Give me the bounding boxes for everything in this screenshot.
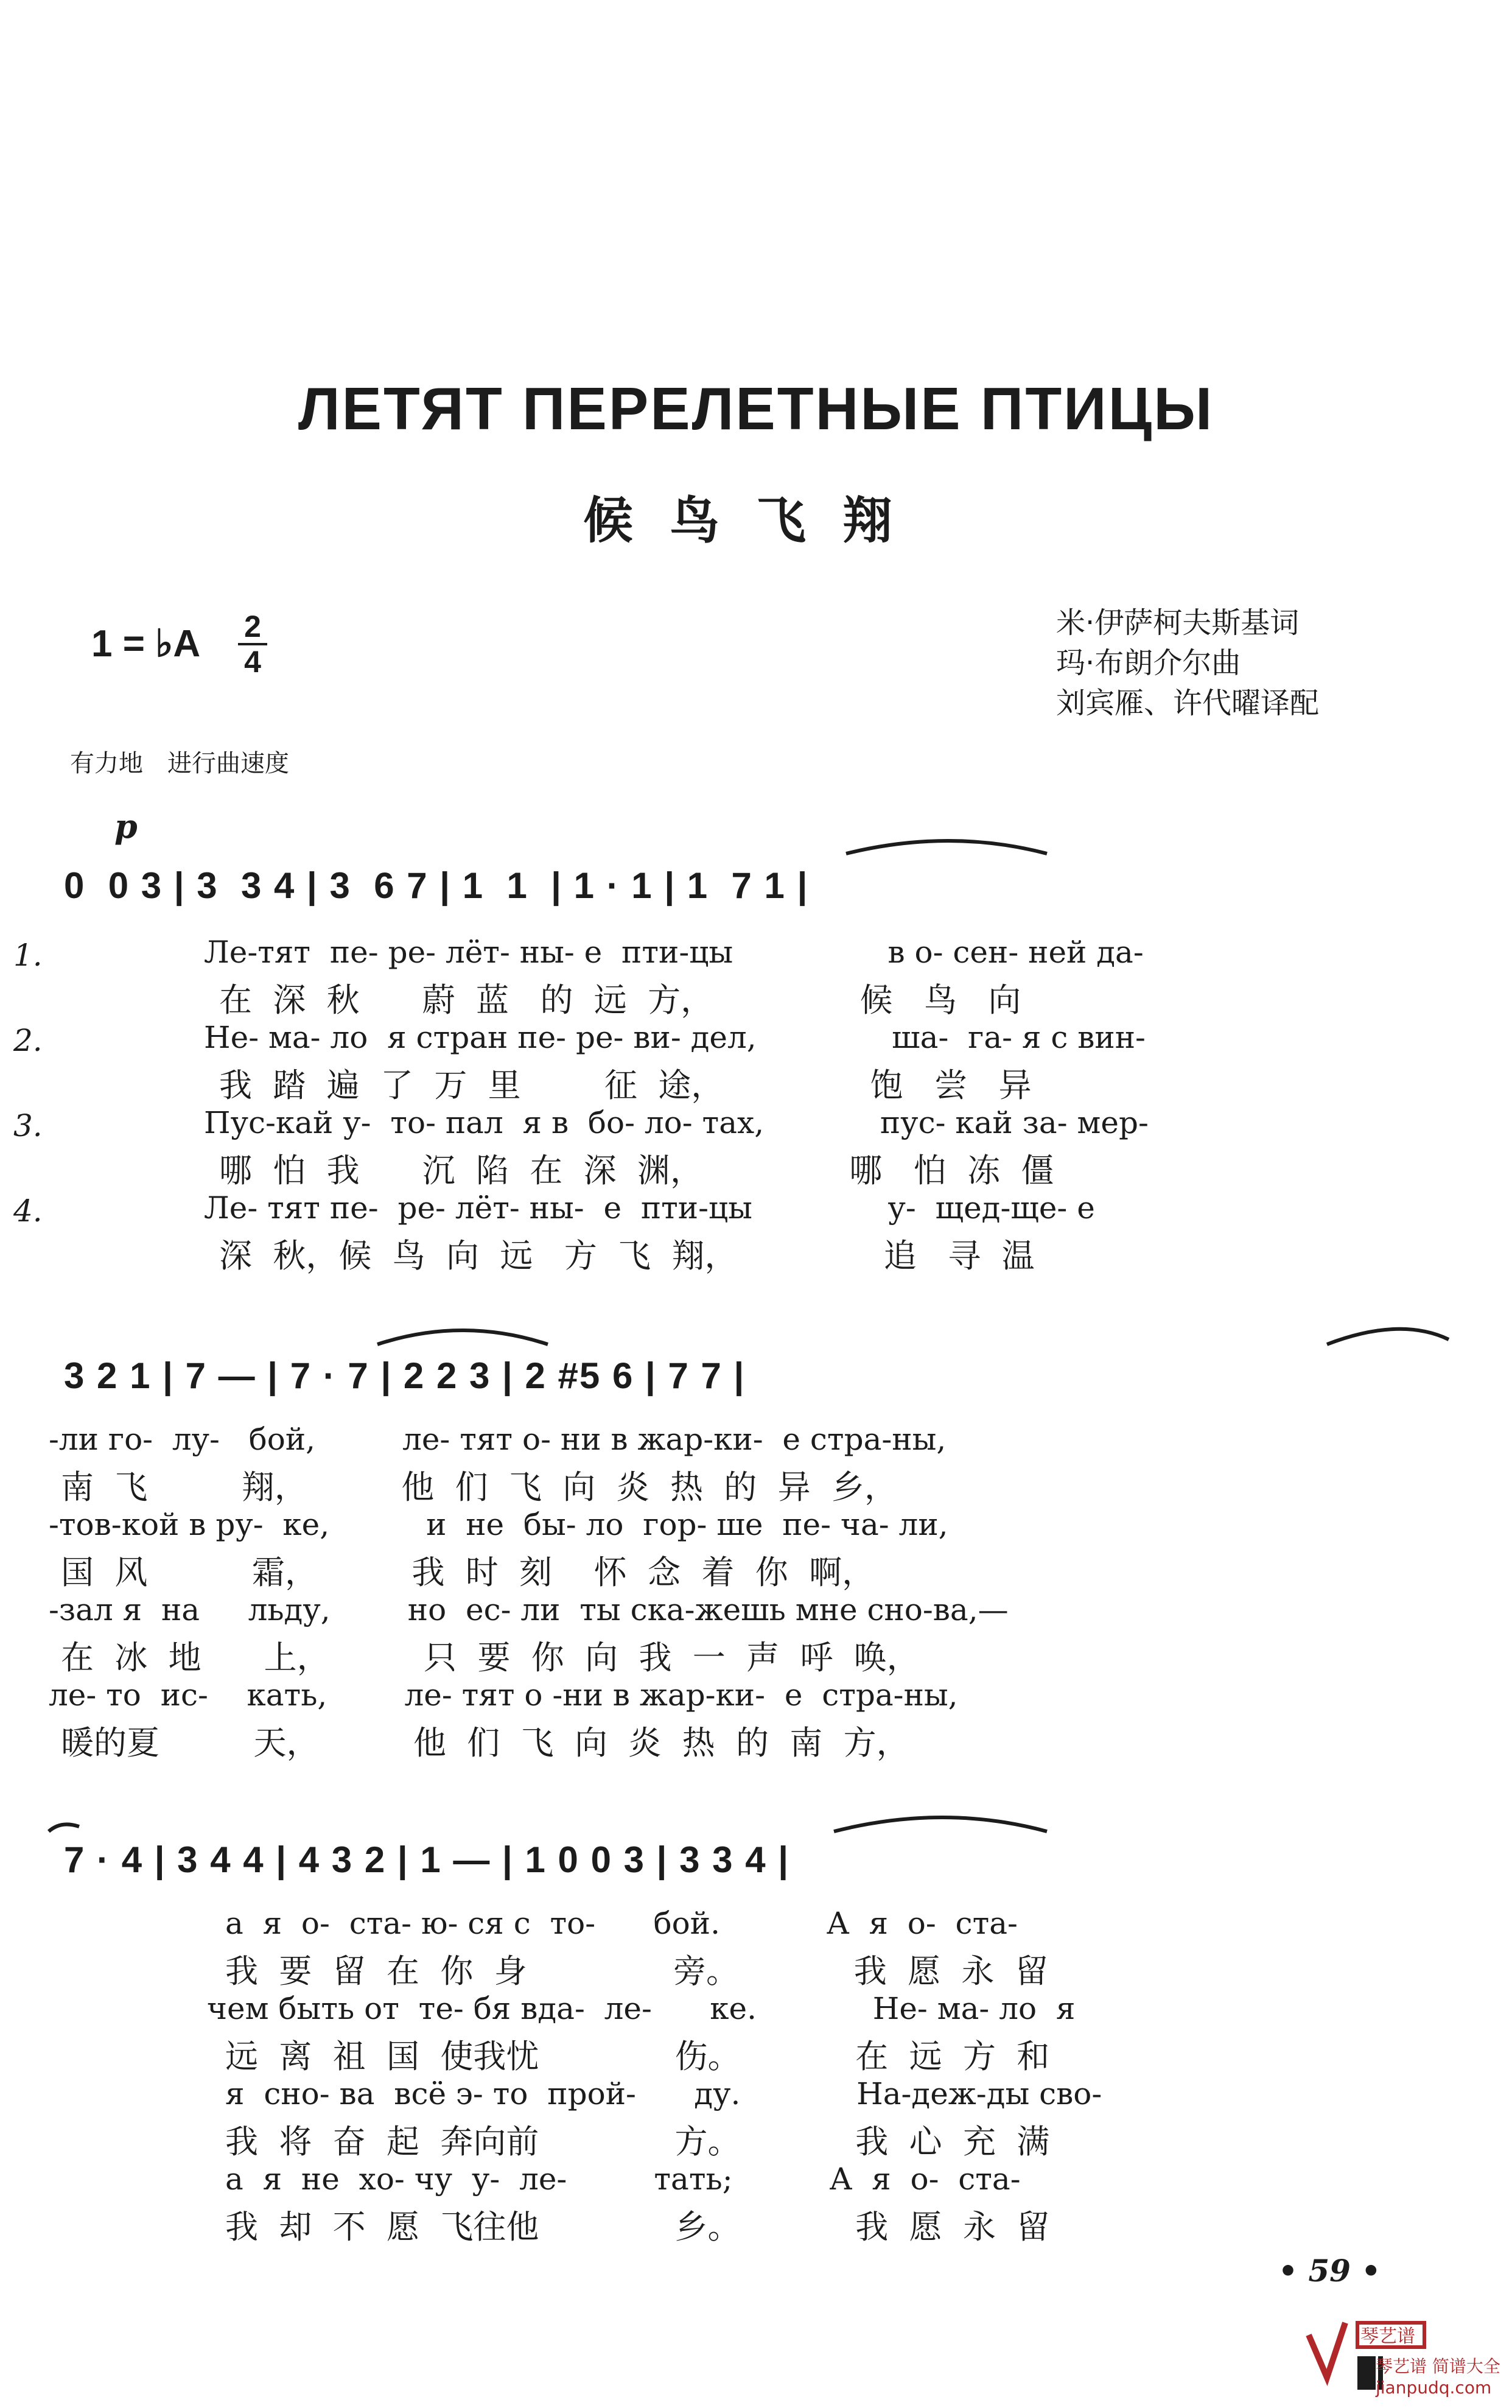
notation-row-3: 7 · 4 | 3 4 4 | 4 3 2 | 1 — | 1 0 0 3 | 3 3 4 | — [64, 1839, 790, 1880]
verse-number-4: 4. — [13, 1193, 43, 1229]
lyric-s2-line1: -ли го- лу- бой, ле- тят о- ни в жар-ки- е стра-ны, — [49, 1422, 947, 1457]
lyric-s1-line1: Ле-тят пе- ре- лёт- ны- е пти-цы в о- сен- ней да- — [204, 935, 1144, 970]
slur-1 — [0, 834, 1512, 858]
credit-lyricist: 米·伊萨柯夫斯基词 — [1056, 606, 1300, 640]
lyric-s3-line8: 我 却 不 愿 飞往他 乡。 我 愿 永 留 — [225, 2208, 1050, 2246]
lyric-s3-line7: а я не хо- чу у- ле- тать; А я о- ста- — [225, 2161, 1021, 2197]
lyric-s1-line5: Пус-кай у- то- пал я в бо- ло- тах, пус- кай за- мер- — [204, 1105, 1149, 1140]
lyric-s1-line6: 哪 怕 我 沉 陷 在 深 渊， 哪 怕 冻 僵 — [219, 1151, 1054, 1190]
lyric-s3-line1: а я о- ста- ю- ся с то- бой. А я о- ста- — [225, 1906, 1018, 1941]
notation-row-2: 3 2 1 | 7 — | 7 · 7 | 2 2 3 | 2 #5 6 | 7 7 | — [64, 1355, 746, 1396]
lyric-s3-line6: 我 将 奋 起 奔向前 方。 我 心 充 满 — [225, 2122, 1050, 2161]
time-signature-top: 2 — [244, 609, 261, 644]
verse-number-2: 2. — [13, 1023, 43, 1058]
lyric-s3-line4: 远 离 祖 国 使我忧 伤。 在 远 方 和 — [225, 2037, 1050, 2076]
notation-row-1: 0 0 3 | 3 3 4 | 3 6 7 | 1 1 | 1 · 1 | 1 7 1 | — [64, 865, 809, 906]
credits — [1056, 603, 1319, 723]
site-logo-text: 琴艺谱 简谱大全 jianpudq.com — [1376, 2356, 1500, 2398]
key-signature: 1 = ♭A — [91, 623, 201, 665]
verse-number-3: 3. — [13, 1108, 43, 1143]
credit-translators: 刘宾雁、许代曜译配 — [1056, 686, 1320, 720]
lyric-s2-line5: -зал я на льду, но ес- ли ты ска-жешь мне сно-ва,— — [49, 1592, 1009, 1627]
lyric-s2-line8: 暖的夏 天， 他 们 飞 向 炎 热 的 南 方， — [61, 1724, 909, 1762]
lyric-s2-line4: 国 风 霜， 我 时 刻 怀 念 着 你 啊， — [61, 1553, 875, 1592]
lyric-s1-line4: 我 踏 遍 了 万 里 征 途， 饱 尝 异 — [219, 1066, 1032, 1104]
verse-number-1: 1. — [13, 938, 43, 973]
lyric-s1-line2: 在 深 秋 蔚 蓝 的 远 方， 候 鸟 向 — [219, 981, 1021, 1019]
lyric-s1-line8: 深 秋，候 鸟 向 远 方 飞 翔， 追 寻 温 — [219, 1237, 1035, 1275]
dynamic-marking: p — [114, 807, 138, 846]
slur-3 — [0, 1808, 1512, 1836]
lyric-s1-line3: Не- ма- ло я стран пе- ре- ви- дел, ша- га- я с вин- — [204, 1020, 1146, 1055]
slur-2 — [0, 1321, 1512, 1349]
lyric-s2-line7: ле- то ис- кать, ле- тят о -ни в жар-ки- е стра-ны, — [49, 1677, 958, 1713]
lyric-s2-line2: 南 飞 翔， 他 们 飞 向 炎 热 的 异 乡， — [61, 1468, 897, 1506]
title-chinese: 候鸟飞翔 — [583, 492, 929, 550]
time-signature-bottom: 4 — [244, 645, 261, 679]
credit-composer: 玛·布朗介尔曲 — [1056, 646, 1241, 680]
time-signature — [234, 610, 271, 678]
lyric-s2-line6: 在 冰 地 上， 只 要 你 向 我 一 声 呼 唤， — [61, 1638, 920, 1677]
lyric-s2-line3: -тов-кой в ру- ке, и не бы- ло гор- ше пе- ча- ли, — [49, 1507, 948, 1542]
lyric-s3-line5: я сно- ва всё э- то прой- ду. На-деж-ды сво- — [225, 2076, 1102, 2111]
svg-text:琴艺谱: 琴艺谱 — [1360, 2326, 1415, 2347]
tempo-marking: 有力地 进行曲速度 — [70, 749, 289, 778]
title-russian: ЛЕТЯТ ПЕРЕЛЕТНЫЕ ПТИЦЫ — [298, 375, 1214, 442]
lyric-s3-line3: чем быть от те- бя вда- ле- ке. Не- ма- ло я — [207, 1991, 1076, 2026]
page-number: • 59 • — [1278, 2253, 1381, 2289]
lyric-s1-line7: Ле- тят пе- ре- лёт- ны- е пти-цы у- щед-ще- е — [204, 1190, 1095, 1226]
lyric-s3-line2: 我 要 留 在 你 身 旁。 我 愿 永 留 — [225, 1952, 1048, 1990]
